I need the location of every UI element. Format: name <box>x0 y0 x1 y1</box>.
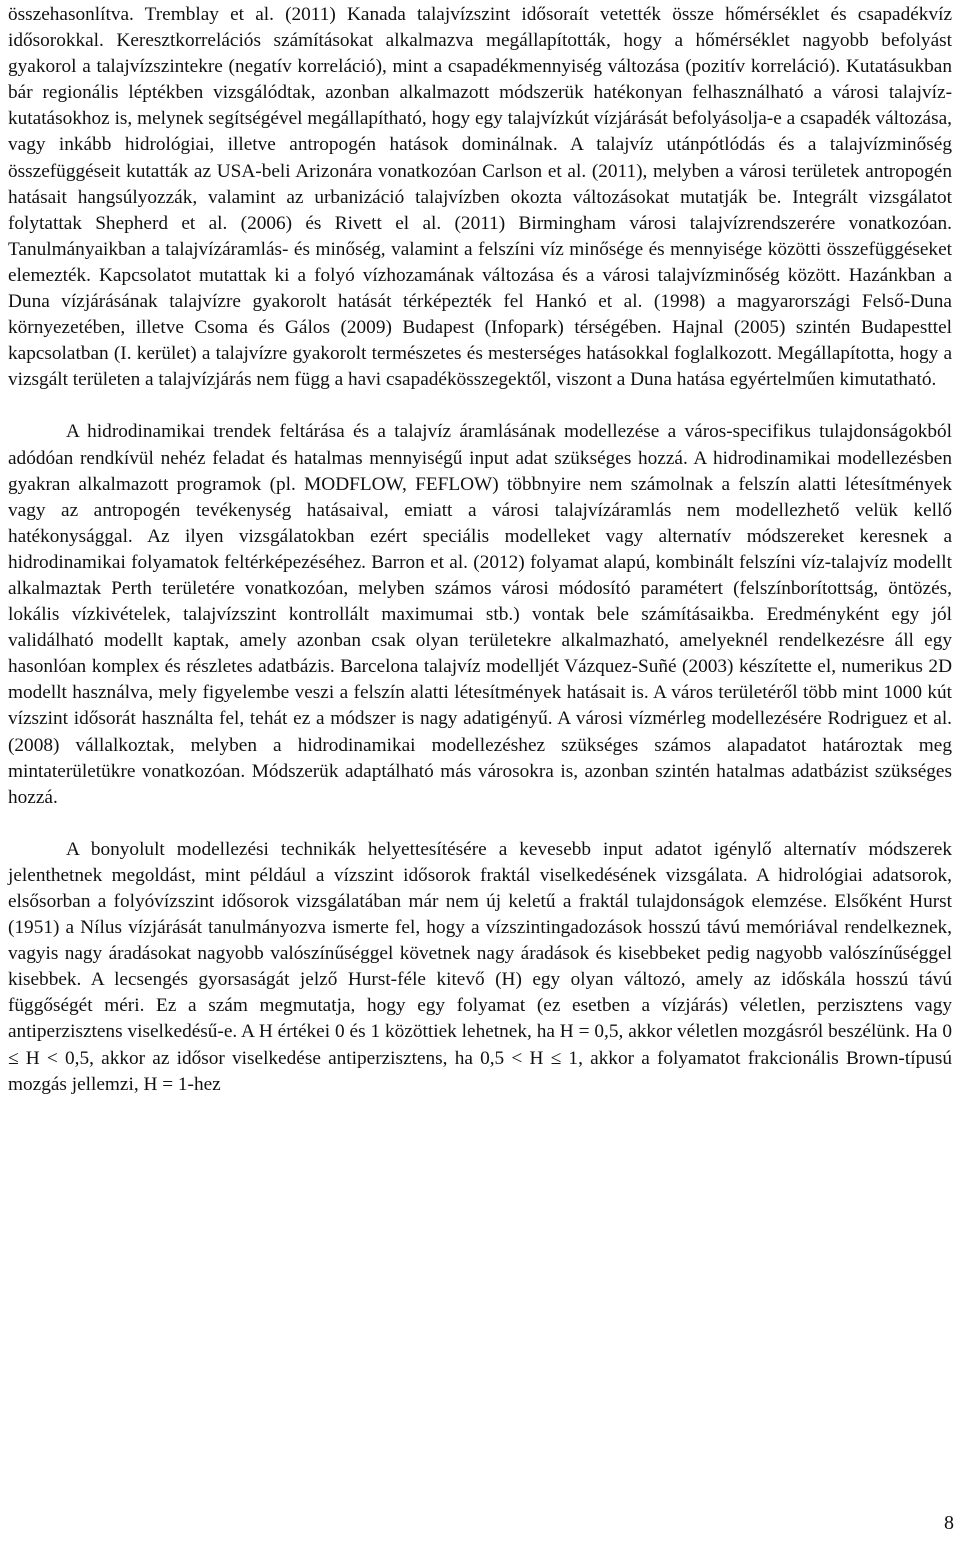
paragraph-gap <box>8 811 952 837</box>
paragraph-3: A bonyolult modellezési technikák helyettesítésére a kevesebb input adatot igénylő alternatív módszerek jelenthetnek megoldást, mint például a vízszint idősorok fraktál viselkedésének vizsgálata. A hidrológiai adatsorok, elsősorban a folyóvízszint idősorok vizsgálatában már nem új keletű a fraktál tulajdonságok elemzése. Elsőként Hurst (1951) a Nílus vízjárását tanulmányozva ismerte fel, hogy a vízszintingadozások hosszú távú memóriával rendelkeznek, vagyis nagy áradásokat nagyobb valószínűséggel követnek nagy áradások és kisebbeket pedig nagyobb valószínűséggel kisebbek. A lecsengés gyorsaságát jelző Hurst-féle kitevő (H) egy olyan változó, amely az időskála hosszú távú függőségét méri. Ez a szám megmutatja, hogy egy folyamat (ez esetben a vízjárás) véletlen, perzisztens vagy antiperzisztens viselkedésű-e. A H értékei 0 és 1 közöttiek lehetnek, ha H = 0,5, akkor véletlen mozgásról beszélünk. Ha 0 ≤ H < 0,5, akkor az idősor viselkedése antiperzisztens, ha 0,5 < H ≤ 1, akkor a folyamatot frakcionális Brown-típusú mozgás jellemzi, H = 1-hez <box>8 838 952 1095</box>
paragraph-2: A hidrodinamikai trendek feltárása és a talajvíz áramlásának modellezése a város-specifikus tulajdonságokból adódóan rendkívül nehéz feladat és hatalmas mennyiségű input adat szükséges hozzá. A hidrodinamikai modellezésben gyakran alkalmazott programok (pl. MODFLOW, FEFLOW) többnyire nem számolnak a felszín alatti létesítmények vagy az antropogén tevékenység hatásaival, emiatt a városi talajvízáramlás nem modellezhető velük kellő hatékonysággal. Az ilyen vizsgálatokban ezért speciális modelleket vagy alternatív módszereket keresnek a hidrodinamikai folyamatok feltérképezéséhez. Barron et al. (2012) folyamat alapú, kombinált felszíni víz-talajvíz modellt alkalmaztak Perth területére vonatkozóan, melyben számos városi módosító paramétert (felszínborítottság, öntözés, lokális vízkivételek, talajvízszint kontrollált maximumai stb.) vontak bele számításaikba. Eredményként egy jól validálható modellt kaptak, amely azonban csak olyan területekre alkalmazható, amelyeknél rendelkezésre áll egy hasonlóan komplex és részletes adatbázis. Barcelona talajvíz modelljét Vázquez-Suñé (2003) készítette el, numerikus 2D modellt használva, mely figyelembe veszi a felszín alatti létesítmények hatásait is. A város területéről több mint 1000 kút vízszint idősorát használta fel, tehát ez a módszer is nagy adatigényű. A városi vízmérleg modellezésére Rodriguez et al. (2008) vállalkoztak, melyben a hidrodinamikai modellezéshez szükséges számos alapadatot határoztak meg mintaterületükre vonatkozóan. Módszerük adaptálható más városokra is, azonban szintén hatalmas adatbázist szükséges hozzá. <box>8 421 952 808</box>
paragraph-1: összehasonlítva. Tremblay et al. (2011) Kanada talajvízszint idősoraít vetették össze hőmérséklet és csapadékvíz idősorokkal. Keresztkorrelációs számításokat alkalmazva megállapították, hogy a hőmérséklet nagyobb befolyást gyakorol a talajvízszintekre (negatív korreláció), mint a csapadékmennyiség változása (pozitív korreláció). Kutatásukban bár regionális léptékben vizsgálódtak, azonban alkalmazott módszerük hatékonyan felhasználható a városi talajvíz-kutatásokhoz is, melynek segítségével megállapítható, hogy egy talajvízkút vízjárását befolyásolja-e a csapadék változása, vagy inkább hidrológiai, illetve antropogén hatások dominálnak. A talajvíz utánpótlódás és a talajvízminőség összefüggéseit kutatták az USA-beli Arizonára vonatkozóan Carlson et al. (2011), melyben a városi területek antropogén hatásait hangsúlyozzák, valamint az urbanizáció talajvízben okozta változásokat mutatják be. Integrált vizsgálatot folytattak Shepherd et al. (2006) és Rivett el al. (2011) Birmingham városi talajvízrendszerére vonatkozóan. Tanulmányaikban a talajvízáramlás- és minőség, valamint a felszíni víz minősége és mennyisége közötti összefüggéseket elemezték. Kapcsolatot mutattak ki a folyó vízhozamának változása és a városi talajvízminőség között. Hazánkban a Duna vízjárásának talajvízre gyakorolt hatását térképezték fel Hankó et al. (1998) a magyarországi Felső-Duna környezetében, illetve Csoma és Gálos (2009) Budapest (Infopark) térségében. Hajnal (2005) szintén Budapesttel kapcsolatban (I. kerület) a talajvízre gyakorolt természetes és mesterséges hatásokkal foglalkozott. Megállapította, hogy a vizsgált területen a talajvízjárás nem függ a havi csapadékösszegektől, viszont a Duna hatása egyértelműen kimutatható. <box>8 4 952 391</box>
paragraph-gap <box>8 393 952 419</box>
page-number: 8 <box>944 1512 954 1534</box>
